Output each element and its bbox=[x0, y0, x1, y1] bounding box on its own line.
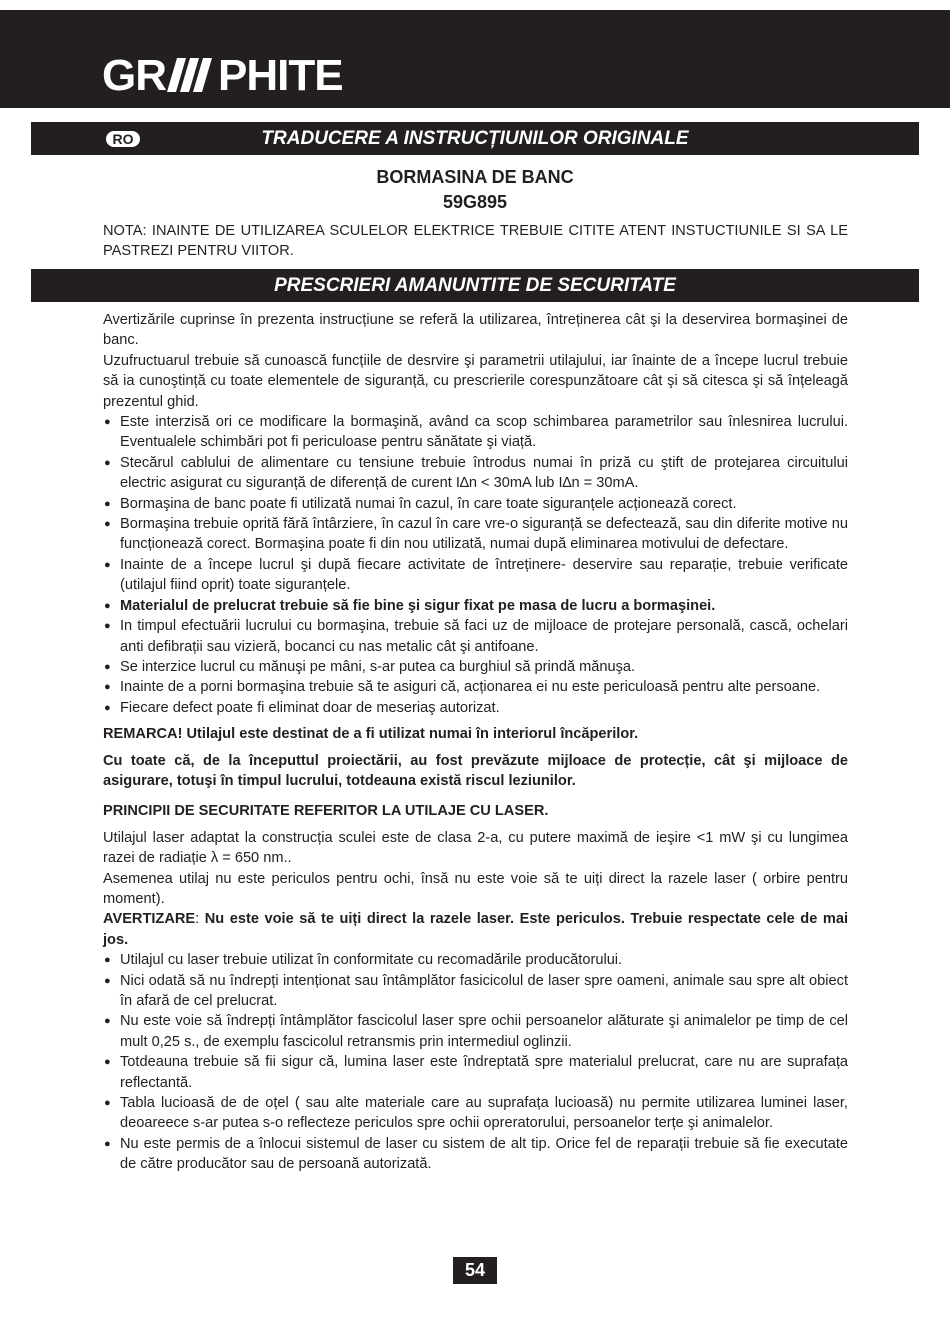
note-text: NOTA: INAINTE DE UTILIZAREA SCULELOR ELEKTRICE TREBUIE CITITE ATENT INSTUCTIUNILE SI SA LE PASTREZI PENTRU VIITOR. bbox=[103, 223, 848, 260]
product-model: 59G895 bbox=[442, 192, 508, 212]
laser-paragraph: Asemenea utilaj nu este periculos pentru ochi, însă nu este voie să te uiți direct la razele laser ( orbire pentru moment). bbox=[103, 870, 848, 907]
list-item: ● Nici odată să nu îndrepți intenționat sau întâmplător fasicicolul de laser spre oameni, animale sau spre alt obiect în afară de cel prelucrat. bbox=[103, 971, 848, 1012]
logo-text-end: PHITE bbox=[218, 51, 343, 100]
warning-text: Nu este voie să te uiți direct la razele laser. Este periculos. Trebuie respectate cele de mai jos. bbox=[103, 911, 849, 948]
remark-text: REMARCA! Utilajul este destinat de a fi utilizat numai în interiorul încăperilor. bbox=[103, 726, 639, 743]
header-bar bbox=[0, 10, 950, 108]
list-item: ● Inainte de a porni bormaşina trebuie să te asiguri că, acționarea ei nu este periculoasă pentru alte persoane. bbox=[103, 677, 848, 697]
list-item: ● Totdeauna trebuie să fii sigur că, lumina laser este îndreptată spre materialul prelucrat, care nu are suprafața reflectantă. bbox=[103, 1052, 848, 1093]
intro-paragraph: Uzufructuarul trebuie să cunoască funcțiile de desrvire şi parametrii utilajului, iar înainte de a începe lucrul trebuie să ia cunoştință cu toate elementele de siguranță, cu prescrierile corespunzătoare cât şi să citesca şi să înțeleagă prezentul ghid. bbox=[103, 352, 848, 410]
safety-list bbox=[103, 412, 848, 718]
list-item: ● Fiecare defect poate fi eliminat doar de meseriaş autorizat. bbox=[103, 698, 848, 718]
list-item: ● In timpul efectuării lucrului cu bormaşina, trebuie să faci uz de mijloace de protejare personală, cască, ochelari anti defibrații sau vizieră, bocanci cu nas metalic cât şi antifoane. bbox=[103, 616, 848, 657]
logo-text-start: GR bbox=[102, 51, 166, 100]
section-banner-safety bbox=[31, 269, 919, 302]
product-name: BORMASINA DE BANC bbox=[376, 167, 574, 187]
list-item: ● Se interzice lucrul cu mănuşi pe mâni, s-ar putea ca burghiul să prindă mănuşa. bbox=[103, 657, 848, 677]
list-item: ● Nu este voie să îndrepți întâmplător fascicolul laser spre ochii persoanelor alăturate şi animalelor pe timp de cel mult 0,25 s., de exemplu fascicolul retransmis prin intermediul oglinzii. bbox=[103, 1011, 848, 1052]
warning-separator: : bbox=[195, 911, 205, 928]
list-item: ● Bormaşina trebuie oprită fără întârziere, în cazul în care vre-o siguranță se defectează, sau din diferite motive nu funcționează corect. Bormaşina poate fi din nou utilizată, numai după eliminarea motivului de defectare. bbox=[103, 514, 848, 555]
laser-safety-list bbox=[103, 950, 848, 1174]
laser-paragraph: Utilajul laser adaptat la construcția sculei este de clasa 2-a, cu putere maximă de ieşire <1 mW şi cu lungimea razei de radiație λ = 650 nm.. bbox=[103, 829, 848, 867]
warning-label: AVERTIZARE bbox=[103, 911, 196, 928]
list-item: ● Tabla lucioasă de de oțel ( sau alte materiale care au suprafața lucioasă) nu permite utilizarea luminei laser, deoareece s-ar putea s-o reflecteze periculos spre ochii opreratorului, persoanelor terțe şi animalelor. bbox=[103, 1093, 848, 1134]
list-item: ● Este interzisă ori ce modificare la bormaşină, având ca scop schimbarea parametrilor sau înlesnirea lucrului. Eventualele schimbări pot fi periculoase pentru sănătate şi viață. bbox=[103, 412, 848, 453]
section-banner-translation bbox=[31, 122, 919, 155]
logo-a-mark-icon bbox=[167, 58, 217, 90]
language-badge: RO bbox=[104, 129, 142, 149]
banner-title: PRESCRIERI AMANUNTITE DE SECURITATE bbox=[274, 274, 676, 296]
list-item: ● Inainte de a începe lucrul şi după fiecare activitate de întreținere- deservire sau reparație, trebuie verificate (utilajul fiind oprit) toate siguranțele. bbox=[103, 555, 848, 596]
intro-paragraph: Avertizările cuprinse în prezenta instrucțiune se referă la utilizarea, întreținerea cât şi la deservirea bormaşinei de banc. bbox=[103, 312, 848, 349]
list-item: ● Stecărul cablului de alimentare cu tensiune trebuie întrodus numai în priză cu ştift de protejarea circuitului electric asigurat cu siguranță de diferență de curent I∆n < 30mA lub I∆n = 30mA. bbox=[103, 453, 848, 494]
laser-heading: PRINCIPII DE SECURITATE REFERITOR LA UTILAJE CU LASER. bbox=[103, 803, 549, 820]
list-item: ● Nu este permis de a înlocui sistemul de laser cu sistem de alt tip. Orice fel de reparații trebuie să fie executate de către producător sau de persoană autorizată. bbox=[103, 1134, 848, 1175]
list-item: ● Bormaşina de banc poate fi utilizată numai în cazul, în care toate siguranțele acționează corect. bbox=[103, 494, 848, 514]
list-item: ● Materialul de prelucrat trebuie să fie bine şi sigur fixat pe masa de lucru a bormaşinei. bbox=[103, 596, 848, 616]
page-number: 54 bbox=[453, 1257, 497, 1284]
warning-paragraph bbox=[103, 909, 848, 950]
list-item: ● Utilajul cu laser trebuie utilizat în conformitate cu recomadările producătorului. bbox=[103, 950, 848, 970]
banner-title: TRADUCERE A INSTRUCȚIUNILOR ORIGINALE bbox=[261, 127, 689, 149]
graphite-logo bbox=[102, 51, 343, 100]
main-content bbox=[103, 310, 848, 1175]
residual-risk-text: Cu toate că, de la începuttul proiectării, au fost prevăzute mijloace de protecție, cât şi mijloace de asigurare, totuşi în timpul lucrului, totdeauna există riscul leziunilor. bbox=[103, 752, 848, 789]
